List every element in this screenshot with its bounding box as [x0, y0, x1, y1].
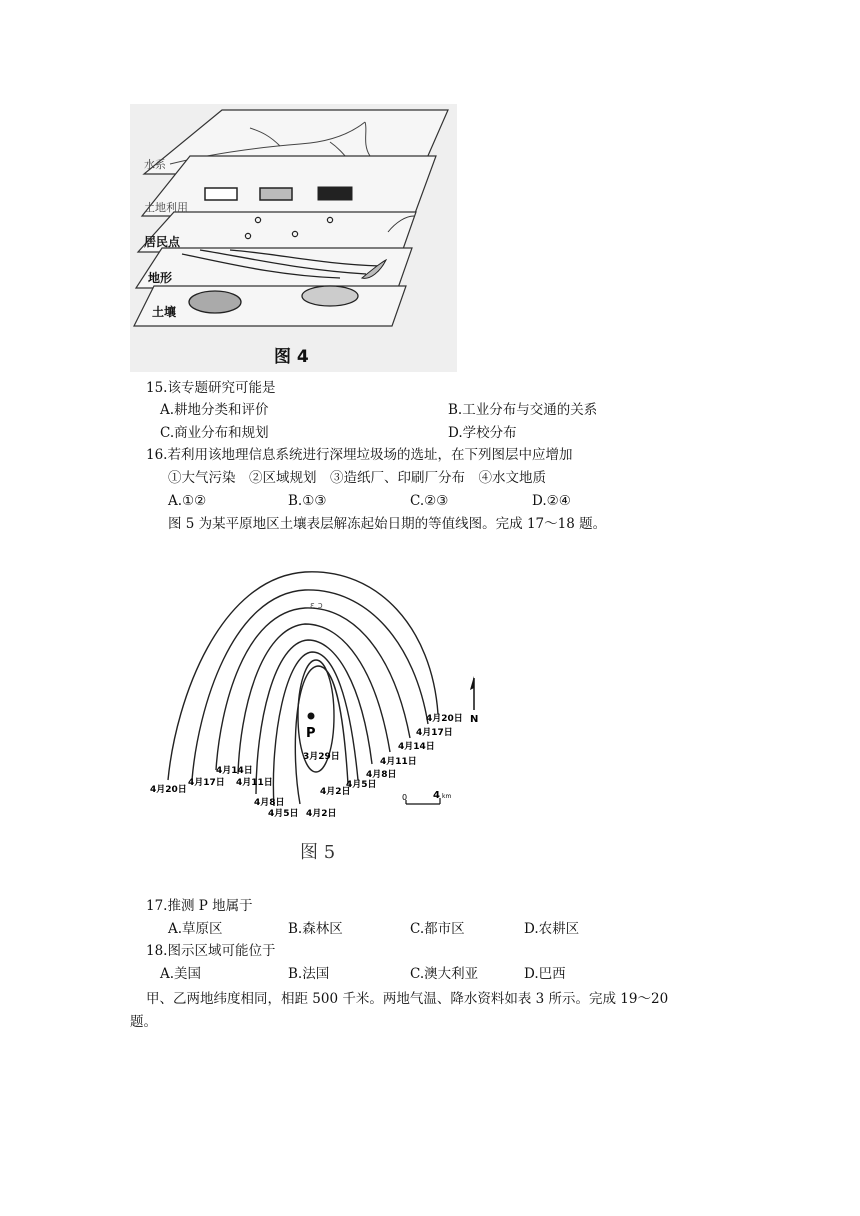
isoline-label-left: 4月5日: [268, 809, 299, 819]
q18-option-d[interactable]: D.巴西: [524, 966, 566, 982]
q17-option-a[interactable]: A.草原区: [168, 921, 223, 937]
isoline-label-right: 4月5日: [346, 780, 377, 790]
isoline-label-left: 4月14日: [216, 766, 253, 776]
q16-option-c[interactable]: C.②③: [410, 493, 449, 509]
scale-zero: 0: [402, 793, 408, 802]
isoline-label-right: 4月2日: [320, 787, 351, 797]
q16-items: ①大气污染 ②区域规划 ③造纸厂、印刷厂分布 ④水文地质: [168, 470, 546, 486]
q18-stem: 18.图示区域可能位于: [146, 943, 276, 959]
figure-5-caption: 图 5: [300, 842, 336, 863]
intro-19-20-line2: 题。: [130, 1014, 157, 1030]
isoline-map: [140, 548, 500, 868]
layer-label: 居民点: [144, 235, 181, 249]
isoline-label-left: 4月2日: [306, 809, 337, 819]
q17-option-c[interactable]: C.都市区: [410, 921, 465, 937]
scale-unit: km: [442, 793, 452, 800]
point-p: [308, 713, 315, 720]
isoline-label-right: 4月11日: [380, 757, 417, 767]
q18-option-c[interactable]: C.澳大利亚: [410, 966, 479, 982]
q15-option-c[interactable]: C.商业分布和规划: [160, 425, 269, 441]
q16-option-a[interactable]: A.①②: [168, 493, 207, 509]
soil-patch-1: [189, 291, 241, 313]
scale-value: 4: [433, 790, 440, 801]
q15-stem: 15.该专题研究可能是: [146, 380, 276, 396]
layer-stack-diagram: [130, 104, 457, 372]
layer-label: 水系: [144, 158, 166, 171]
north-arrow-icon: [470, 676, 474, 710]
isoline-label-right: 4月8日: [366, 770, 397, 780]
intro-17-18: 图 5 为某平原地区土壤表层解冻起始日期的等值线图。完成 17～18 题。: [168, 516, 607, 532]
q16-option-b[interactable]: B.①③: [288, 493, 327, 509]
q15-option-d[interactable]: D.学校分布: [448, 425, 517, 441]
landuse-patch-2: [260, 188, 292, 200]
landuse-patch-3: [318, 187, 352, 200]
isoline-4-14: [216, 608, 410, 770]
isoline-label-left: 4月20日: [150, 785, 187, 795]
isoline-label-right: 4月20日: [426, 714, 463, 724]
layer-label: 地形: [148, 271, 173, 285]
figure-4-caption: 图 4: [274, 347, 309, 367]
isoline-label-left: 4月17日: [188, 778, 225, 788]
layer-label: 土壤: [152, 305, 177, 319]
q18-option-a[interactable]: A.美国: [160, 966, 202, 982]
figure-5: [140, 548, 500, 868]
soil-patch-2: [302, 286, 358, 306]
q16-stem: 16.若利用该地理信息系统进行深埋垃圾场的选址，在下列图层中应增加: [146, 447, 573, 463]
isoline-label-right: 4月14日: [398, 742, 435, 752]
q18-option-b[interactable]: B.法国: [288, 966, 330, 982]
layer-label: 土地利用: [144, 201, 188, 214]
north-label: N: [470, 714, 479, 725]
q16-option-d[interactable]: D.②④: [532, 493, 571, 509]
q15-option-a[interactable]: A.耕地分类和评价: [160, 402, 269, 418]
q17-option-b[interactable]: B.森林区: [288, 921, 343, 937]
figure-4: [130, 104, 457, 372]
landuse-patch-1: [205, 188, 237, 200]
svg-text:ɛ ɔ: ɛ ɔ: [310, 601, 323, 611]
q17-option-d[interactable]: D.农耕区: [524, 921, 580, 937]
isoline-label-right: 4月17日: [416, 728, 453, 738]
isoline-label-3-29: 3月29日: [303, 752, 340, 762]
isoline-label-left: 4月8日: [254, 798, 285, 808]
point-p-label: P: [306, 726, 316, 741]
q17-stem: 17.推测 P 地属于: [146, 898, 253, 914]
intro-19-20-line1: 甲、乙两地纬度相同，相距 500 千米。两地气温、降水资料如表 3 所示。完成 19～20: [146, 991, 669, 1007]
isoline-label-left: 4月11日: [236, 778, 273, 788]
q15-option-b[interactable]: B.工业分布与交通的关系: [448, 402, 598, 418]
